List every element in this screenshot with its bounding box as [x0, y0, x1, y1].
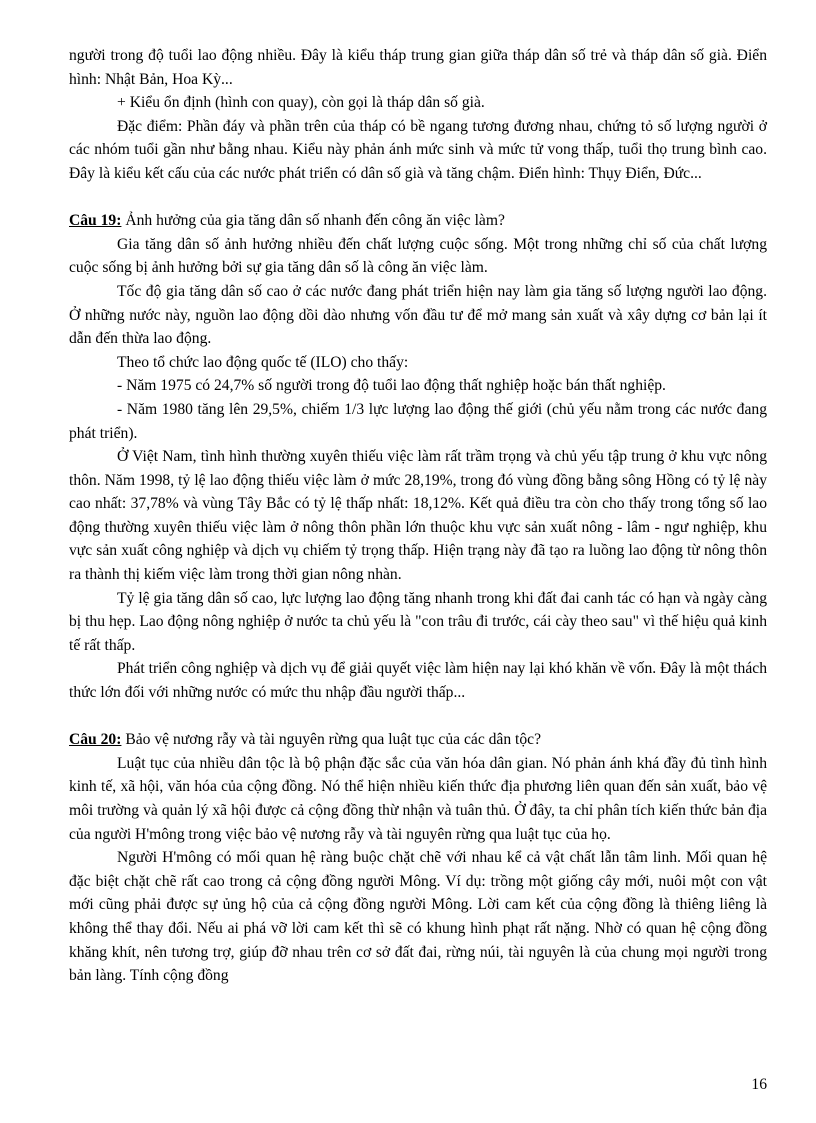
question-20-label: Câu 20: — [69, 731, 122, 749]
question-20-heading — [69, 728, 767, 752]
intro-paragraph-2: + Kiểu ổn định (hình con quay), còn gọi là tháp dân số già. — [117, 94, 485, 112]
page-number: 16 — [751, 1076, 767, 1093]
intro-paragraph-3: Đặc điểm: Phần đáy và phần trên của tháp có bề ngang tương đương nhau, chứng tỏ số lượng người ở các nhóm tuổi gần như bằng nhau. Kiểu này phản ánh mức sinh và mức tử vong thấp, tuổi thọ trung bình cao. Đây là kiểu kết cấu của các nước phát triển có dân số già và tăng chậm. Điển hình: Thụy Điển, Đức... — [69, 117, 767, 182]
q19-paragraph-6: Phát triển công nghiệp và dịch vụ để giải quyết việc làm hiện nay lại khó khăn về vốn. Đây là một thách thức lớn đối với những nước có mức thu nhập đầu người thấp... — [69, 660, 767, 702]
q19-bullet-1: - Năm 1975 có 24,7% số người trong độ tuổi lao động thất nghiệp hoặc bán thất nghiệp. — [117, 377, 666, 395]
q20-paragraph-1: Luật tục của nhiều dân tộc là bộ phận đặc sắc của văn hóa dân gian. Nó phản ánh khá đầy đủ tình hình kinh tế, xã hội, văn hóa của cộng đồng. Nó thể hiện nhiều kiến thức địa phương liên quan đến sản xuất, bảo vệ môi trường và quản lý xã hội được cả cộng đồng thừ nhận và tuân thủ. Ở đây, ta chỉ phân tích kiến thức bản địa của người H'mông trong việc bảo vệ nương rẫy và tài nguyên rừng qua luật tục của họ. — [69, 754, 767, 843]
section-spacer — [69, 186, 767, 210]
q20-paragraph-2: Người H'mông có mối quan hệ ràng buộc chặt chẽ với nhau kể cả vật chất lẫn tâm linh. Mối quan hệ đặc biệt chặt chẽ rất cao trong cả cộng đồng người Mông. Ví dụ: trồng một giống cây mới, nuôi một con vật mới cũng phải được sự ủng hộ của cả cộng đồng người Mông. Lời cam kết của cộng đồng là thiêng liêng là không thể thay đổi. Nếu ai phá vỡ lời cam kết thì sẽ có khung hình phạt rất nặng. Nhờ có quan hệ cộng đồng khăng khít, nên tương trợ, giúp đỡ nhau trên cơ sở đất đai, rừng núi, tài nguyên là của chung mọi người trong bản làng. Tính cộng đồng — [69, 849, 767, 985]
q19-paragraph-3: Theo tổ chức lao động quốc tế (ILO) cho thấy: — [117, 353, 409, 371]
question-19-title: Ảnh hưởng của gia tăng dân số nhanh đến công ăn việc làm? — [121, 212, 505, 230]
document-body — [69, 44, 767, 988]
q19-paragraph-1: Gia tăng dân số ảnh hưởng nhiều đến chất lượng cuộc sống. Một trong những chỉ số của chất lượng cuộc sống bị ảnh hưởng bởi sự gia tăng dân số là công ăn việc làm. — [69, 235, 767, 277]
question-19-label: Câu 19: — [69, 212, 122, 230]
q19-paragraph-2: Tốc độ gia tăng dân số cao ở các nước đang phát triển hiện nay làm gia tăng số lượng người lao động. Ở những nước này, nguồn lao động dồi dào nhưng vốn đầu tư để mở mang sản xuất và xây dựng cơ bản lại ít dẫn đến thừa lao động. — [69, 282, 767, 348]
section-spacer — [69, 705, 767, 729]
q19-bullet-2: - Năm 1980 tăng lên 29,5%, chiếm 1/3 lực lượng lao động thế giới (chủ yếu nằm trong các nước đang phát triển). — [69, 400, 767, 442]
q19-paragraph-5: Tỷ lệ gia tăng dân số cao, lực lượng lao động tăng nhanh trong khi đất đai canh tác có hạn và ngày càng bị thu hẹp. Lao động nông nghiệp ở nước ta chủ yếu là "con trâu đi trước, cái cày theo sau" vì thế hiệu quả kinh tế rất thấp. — [69, 589, 767, 654]
intro-paragraph-1: người trong độ tuổi lao động nhiều. Đây là kiểu tháp trung gian giữa tháp dân số trẻ và tháp dân số già. Điển hình: Nhật Bản, Hoa Kỳ... — [69, 47, 767, 88]
question-20-title: Bảo vệ nương rẫy và tài nguyên rừng qua luật tục của các dân tộc? — [121, 731, 542, 749]
question-19-heading — [69, 209, 767, 233]
q19-paragraph-4: Ở Việt Nam, tình hình thường xuyên thiếu việc làm rất trầm trọng và chủ yếu tập trung ở khu vực nông thôn. Năm 1998, tỷ lệ lao động thiếu việc làm ở mức 28,19%, trong đó vùng đồng bằng sông Hồng có tỷ lệ này cao nhất: 37,78% và vùng Tây Bắc có tỷ lệ thấp nhất: 18,12%. Kết quả điều tra còn cho thấy trong tổng số lao động thường xuyên thiếu việc làm ở nông thôn phần lớn thuộc khu vực sản xuất nông - lâm - ngư nghiệp, khu vực sản xuất công nghiệp và dịch vụ chiếm tỷ trọng thấp. Hiện trạng này đã tạo ra luồng lao động từ nông thôn ra thành thị kiếm việc làm trong thời gian nông nhàn. — [69, 448, 767, 584]
